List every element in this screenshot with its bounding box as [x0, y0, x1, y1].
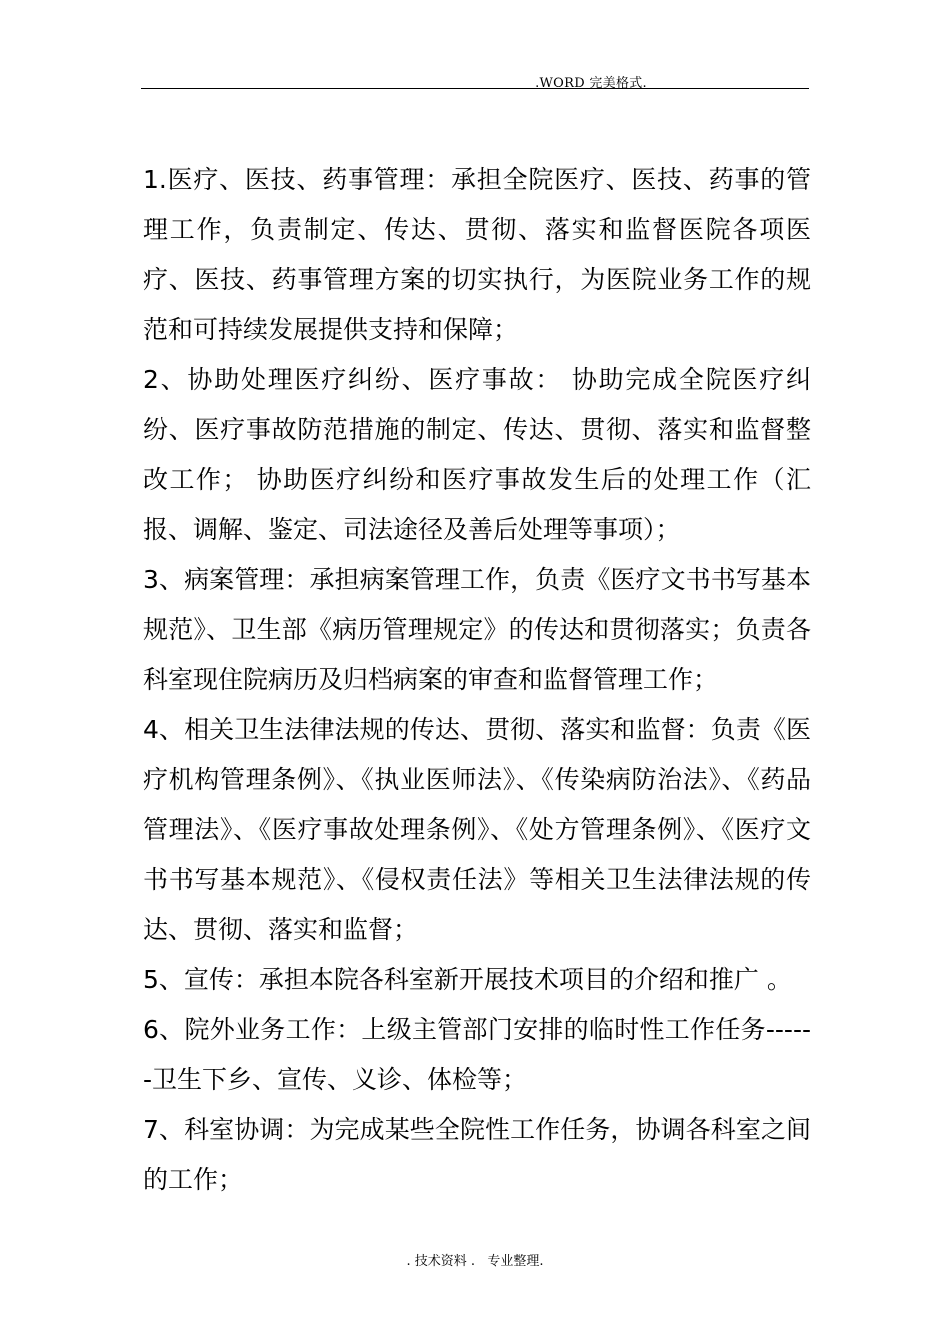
paragraph-5: 5、宣传：承担本院各科室新开展技术项目的介绍和推广 。: [143, 965, 792, 994]
paragraph-1: 1.医疗、医技、药事管理：承担全院医疗、医技、药事的管理工作，负责制定、传达、贯彻、落实和监督医院各项医疗、医技、药事管理方案的切实执行，为医院业务工作的规范和可持续发展提供支持和保障；: [143, 165, 811, 344]
paragraph-7: 7、科室协调：为完成某些全院性工作任务，协调各科室之间的工作；: [143, 1115, 811, 1194]
page-header-text: .WORD 完美格式.: [535, 76, 647, 91]
header-rule: [141, 88, 809, 89]
paragraph-6: 6、院外业务工作：上级主管部门安排的临时性工作任务------卫生下乡、宣传、义诊、体检等；: [143, 1015, 811, 1094]
document-body: [143, 155, 811, 1205]
paragraph-3: 3、病案管理：承担病案管理工作，负责《医疗文书书写基本规范》、卫生部《病历管理规定》的传达和贯彻落实；负责各科室现住院病历及归档病案的审查和监督管理工作；: [143, 565, 811, 694]
paragraph-2: 2、协助处理医疗纠纷、医疗事故： 协助完成全院医疗纠纷、医疗事故防范措施的制定、传达、贯彻、落实和监督整改工作； 协助医疗纠纷和医疗事故发生后的处理工作（汇报、调解、鉴定、司法途径及善后处理等事项）；: [143, 365, 811, 544]
page-footer-text: . 技术资料 . 专业整理.: [406, 1254, 544, 1269]
paragraph-4: 4、相关卫生法律法规的传达、贯彻、落实和监督：负责《医疗机构管理条例》、《执业医师法》、《传染病防治法》、《药品管理法》、《医疗事故处理条例》、《处方管理条例》、《医疗文书书写基本规范》、《侵权责任法》等相关卫生法律法规的传达、贯彻、落实和监督；: [143, 715, 811, 944]
